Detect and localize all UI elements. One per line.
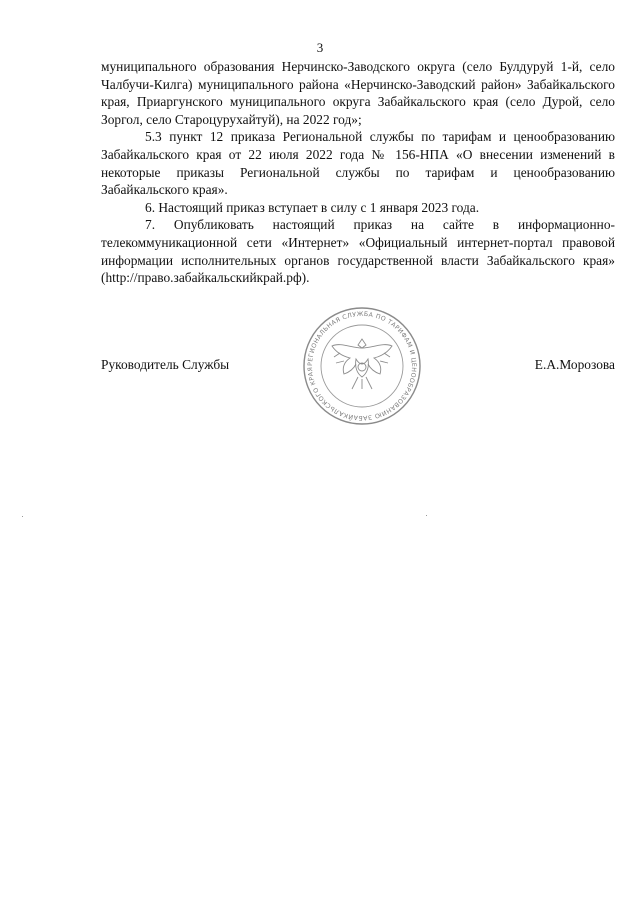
scan-speck — [22, 516, 23, 517]
document-body — [101, 58, 615, 287]
scan-speck — [426, 515, 427, 516]
page-number: 3 — [316, 40, 324, 55]
signatory-name: Е.А.Морозова — [534, 357, 615, 372]
paragraph-item-7: 7. Опубликовать настоящий приказ на сайте в информационно-телекоммуникационной сети «Интернет» «Официальный интернет-портал правовой информации исполнительных органов государственной власти Забайкальского края» (http://право.забайкальскийкрай.рф). — [101, 217, 615, 286]
seal-ring-text: РЕГИОНАЛЬНАЯ СЛУЖБА ПО ТАРИФАМ И ЦЕНООБРАЗОВАНИЮ ЗАБАЙКАЛЬСКОГО КРАЯ — [306, 310, 418, 422]
paragraph-item-5-3: 5.3 пункт 12 приказа Региональной службы по тарифам и ценообразованию Забайкальского края от 22 июля 2022 года № 156-НПА «О внесении изменений в некоторые приказы Региональной службы по тарифам и ценообразованию Забайкальского края». — [101, 129, 615, 198]
signature-block — [101, 357, 615, 377]
paragraph-continuation: муниципального образования Нерчинско-Заводского округа (село Булдуруй 1-й, село Чалбучи-Килга) муниципального района «Нерчинско-Заводский район» Забайкальского края, Приаргунского муниципального округа Забайкальского края (село Дурой, село Зоргол, село Староцурухайтуй), на 2022 год»; — [101, 59, 615, 127]
signatory-position: Руководитель Службы — [101, 357, 230, 372]
paragraph-item-6: 6. Настоящий приказ вступает в силу с 1 января 2023 года. — [145, 199, 480, 215]
